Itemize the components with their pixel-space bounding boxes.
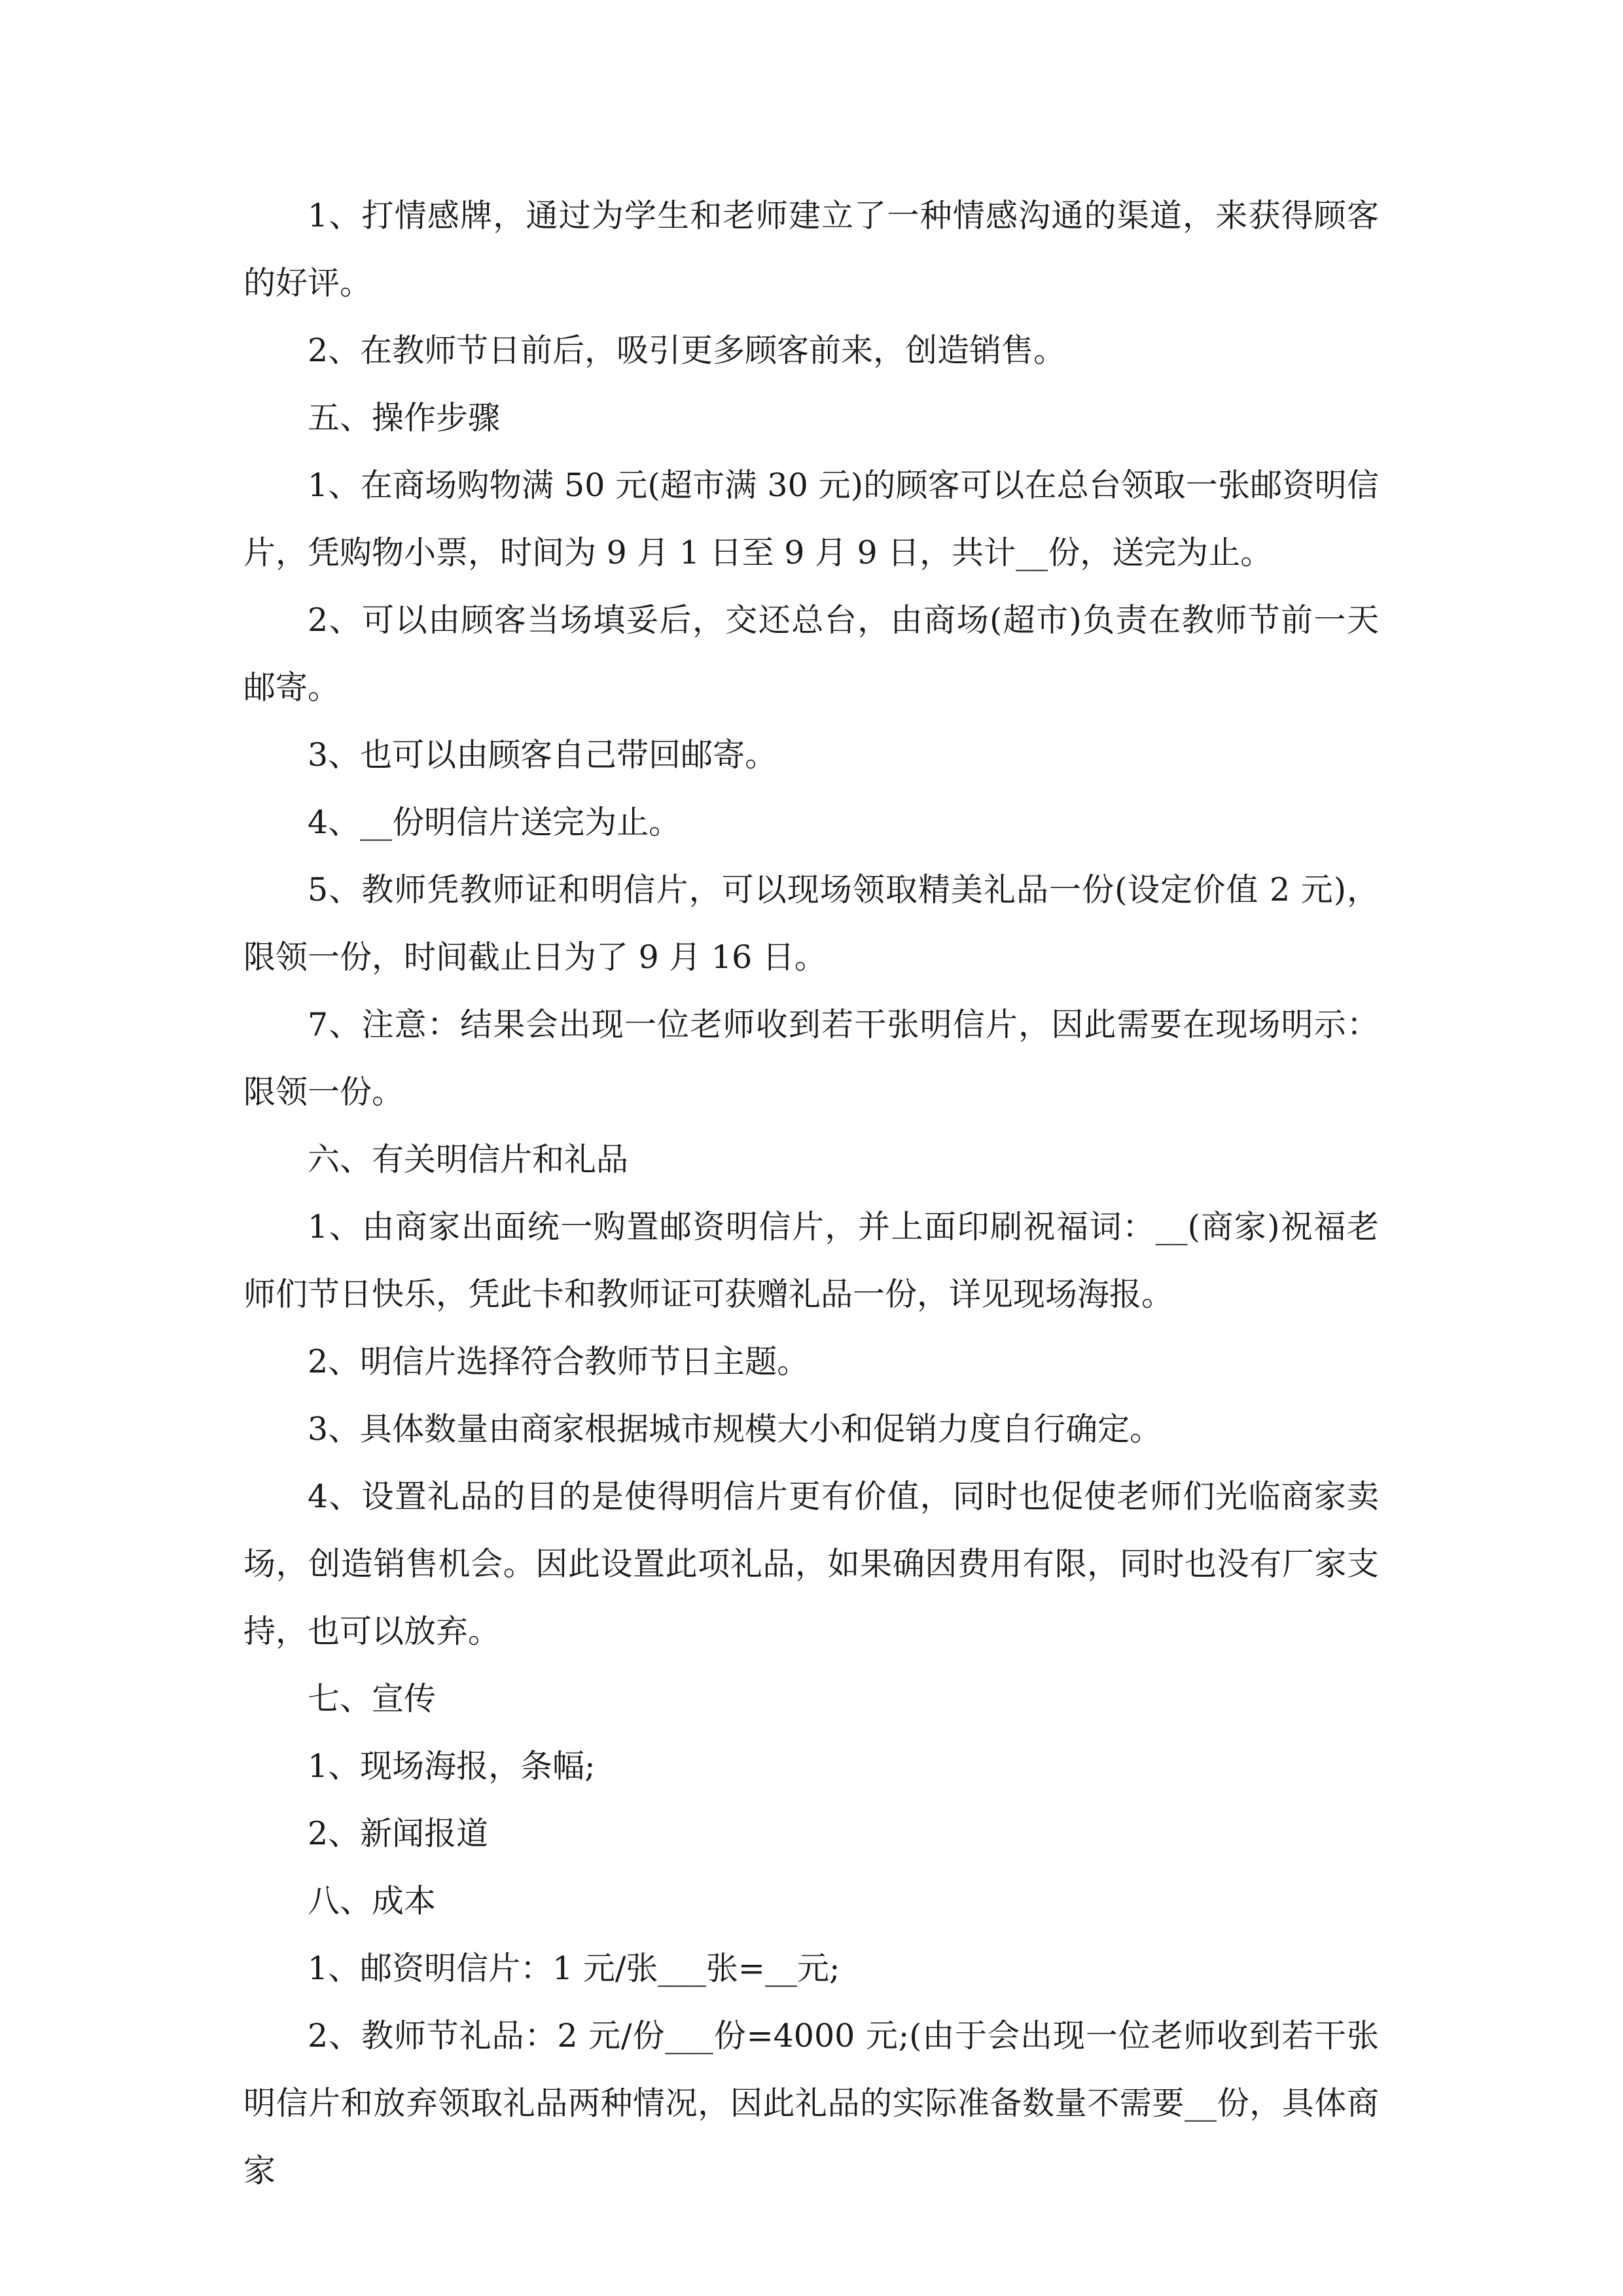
- paragraph-15: 1、邮资明信片：1 元/张___张=__元;: [308, 1950, 840, 1987]
- paragraph-1: 1、打情感牌，通过为学生和老师建立了一种情感沟通的渠道，来获得顾客的好评。: [243, 197, 1379, 302]
- paragraph-8: 7、注意：结果会出现一位老师收到若干张明信片，因此需要在现场明示：限领一份。: [243, 1006, 1379, 1111]
- paragraph-16: 2、教师节礼品：2 元/份___份=4000 元;(由于会出现一位老师收到若干张明信片和放弃领取礼品两种情况，因此礼品的实际准备数量不需要__份，具体商家: [243, 2017, 1379, 2189]
- paragraph-7: 5、教师凭教师证和明信片，可以现场领取精美礼品一份(设定价值 2 元)，限领一份，时间截止日为了 9 月 16 日。: [243, 871, 1379, 976]
- section-heading-5: 五、操作步骤: [308, 399, 501, 437]
- paragraph-13: 1、现场海报，条幅;: [308, 1748, 596, 1785]
- section-heading-6: 六、有关明信片和礼品: [308, 1141, 629, 1178]
- paragraph-14: 2、新闻报道: [308, 1815, 489, 1852]
- section-heading-7: 七、宣传: [308, 1680, 437, 1717]
- paragraph-9: 1、由商家出面统一购置邮资明信片，并上面印刷祝福词：__(商家)祝福老师们节日快乐，凭此卡和教师证可获赠礼品一份，详见现场海报。: [243, 1208, 1379, 1313]
- paragraph-4: 2、可以由顾客当场填妥后，交还总台，由商场(超市)负责在教师节前一天邮寄。: [243, 601, 1379, 706]
- paragraph-6: 4、__份明信片送完为止。: [308, 804, 681, 841]
- paragraph-5: 3、也可以由顾客自己带回邮寄。: [308, 736, 777, 774]
- paragraph-10: 2、明信片选择符合教师节日主题。: [308, 1343, 810, 1380]
- paragraph-12: 4、设置礼品的目的是使得明信片更有价值，同时也促使老师们光临商家卖场，创造销售机会。因此设置此项礼品，如果确因费用有限，同时也没有厂家支持，也可以放弃。: [243, 1478, 1379, 1650]
- section-heading-8: 八、成本: [308, 1882, 437, 1920]
- paragraph-11: 3、具体数量由商家根据城市规模大小和促销力度自行确定。: [308, 1410, 1162, 1448]
- document-page: [243, 182, 1379, 2204]
- paragraph-3: 1、在商场购物满 50 元(超市满 30 元)的顾客可以在总台领取一张邮资明信片，凭购物小票，时间为 9 月 1 日至 9 月 9 日，共计__份，送完为止。: [243, 467, 1379, 571]
- paragraph-2: 2、在教师节日前后，吸引更多顾客前来，创造销售。: [308, 332, 1066, 369]
